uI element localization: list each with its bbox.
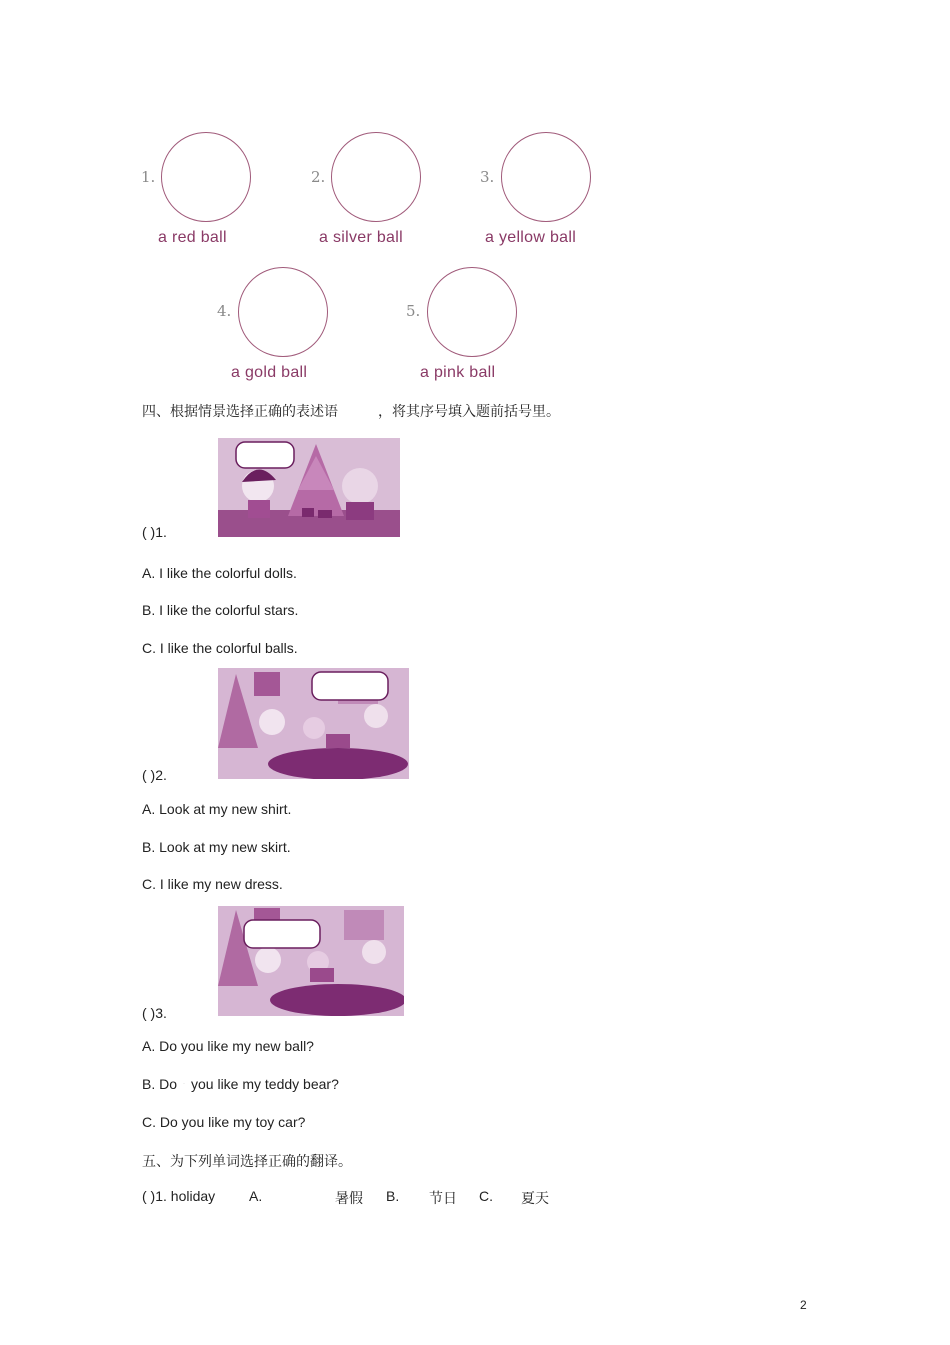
blank-ball-circle[interactable] (501, 132, 591, 222)
section-4-title-part-a: 四、根据情景选择正确的表述语 (142, 404, 338, 420)
section-5-question-1-prefix: ( )1. holiday (142, 1188, 216, 1204)
ball-number: 3. (480, 168, 495, 186)
question-2-option-a: A. Look at my new shirt. (142, 801, 292, 817)
party-room-scene-illustration-2 (218, 906, 404, 1016)
section-5-option-b-label: B. (386, 1188, 400, 1204)
question-2-option-c: C. I like my new dress. (142, 876, 283, 892)
question-1-prefix: ( )1. (142, 524, 167, 540)
blank-ball-circle[interactable] (331, 132, 421, 222)
christmas-tree-scene-illustration (218, 438, 400, 537)
question-3-option-a: A. Do you like my new ball? (142, 1038, 314, 1054)
question-1-option-a: A. I like the colorful dolls. (142, 565, 297, 581)
ball-number: 2. (311, 168, 326, 186)
ball-number: 4. (217, 302, 232, 320)
section-4-title-part-b: ，将其序号填入题前括号里。 (378, 404, 560, 420)
question-3-option-b-end: you like my teddy bear? (191, 1076, 339, 1092)
blank-ball-circle[interactable] (238, 267, 328, 357)
question-1-option-c: C. I like the colorful balls. (142, 640, 298, 656)
stray-dot: · (183, 1081, 185, 1087)
ball-label: a yellow ball (485, 229, 577, 246)
section-5-title: 五、为下列单词选择正确的翻译。 (142, 1154, 352, 1170)
blank-ball-circle[interactable] (427, 267, 517, 357)
question-3-prefix: ( )3. (142, 1005, 167, 1021)
ball-number: 1. (141, 168, 156, 186)
ball-number: 5. (406, 302, 421, 320)
ball-label: a silver ball (319, 229, 403, 246)
section-5-option-a-text: 暑假 (335, 1191, 363, 1207)
section-5-option-c-label: C. (479, 1188, 493, 1204)
blank-ball-circle[interactable] (161, 132, 251, 222)
question-2-prefix: ( )2. (142, 767, 167, 783)
question-1-option-b: B. I like the colorful stars. (142, 602, 299, 618)
section-5-option-a-label: A. (249, 1188, 263, 1204)
question-3-option-c: C. Do you like my toy car? (142, 1114, 306, 1130)
ball-label: a gold ball (231, 364, 308, 381)
ball-label: a pink ball (420, 364, 496, 381)
party-room-scene-illustration (218, 668, 409, 779)
section-5-option-b-text: 节日 (429, 1191, 457, 1207)
page-number: 2 (800, 1298, 807, 1312)
question-2-option-b: B. Look at my new skirt. (142, 839, 291, 855)
section-5-option-c-text: 夏天 (521, 1191, 549, 1207)
question-3-option-b-start: B. Do (142, 1076, 178, 1092)
ball-label: a red ball (158, 229, 227, 246)
